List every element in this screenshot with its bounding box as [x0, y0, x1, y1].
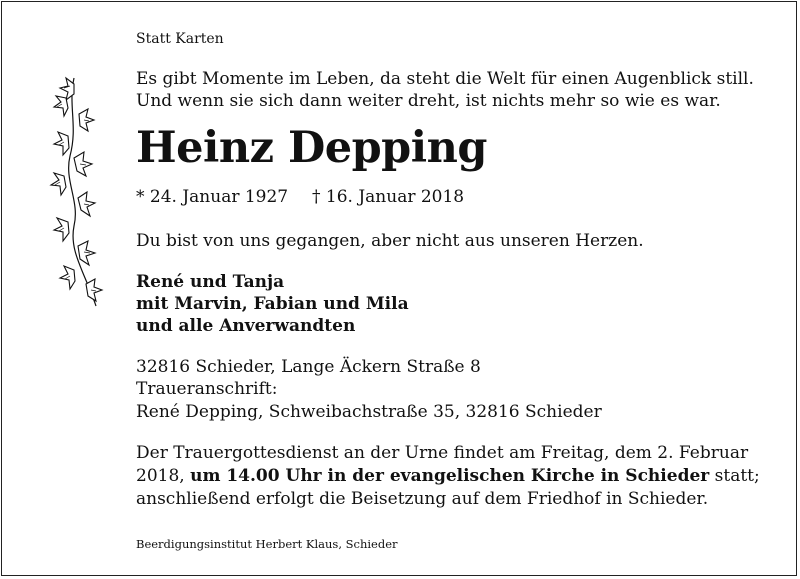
mourner-line-3: und alle Anverwandten: [136, 316, 356, 336]
farewell-text: Du bist von uns gegangen, aber nicht aus unseren Herzen.: [136, 231, 644, 251]
service-line-2: [136, 466, 760, 486]
deceased-name: Heinz Depping: [136, 123, 487, 173]
service-time-place: um 14.00 Uhr in der evangelischen Kirche in Schieder: [190, 466, 710, 486]
undertaker-text: Beerdigungsinstitut Herbert Klaus, Schieder: [136, 537, 398, 551]
mourner-line-2: mit Marvin, Fabian und Mila: [136, 294, 409, 314]
death-date: † 16. Januar 2018: [312, 187, 465, 207]
mourner-line-1: René und Tanja: [136, 272, 285, 292]
address-line-1: 32816 Schieder, Lange Äckern Straße 8: [136, 357, 481, 377]
address-line-2: René Depping, Schweibachstraße 35, 32816 Schieder: [136, 402, 602, 422]
ivy-vine-icon: [34, 76, 104, 308]
service-line-2-pre: 2018,: [136, 466, 191, 486]
service-line-3: anschließend erfolgt die Beisetzung auf dem Friedhof in Schieder.: [136, 489, 709, 509]
service-line-2-post: statt;: [709, 466, 760, 486]
header-text: Statt Karten: [136, 31, 224, 47]
quote-line-1: Es gibt Momente im Leben, da steht die Welt für einen Augenblick still.: [136, 69, 754, 89]
quote-line-2: Und wenn sie sich dann weiter dreht, ist nichts mehr so wie es war.: [136, 91, 721, 111]
birth-date: * 24. Januar 1927: [136, 187, 289, 207]
address-label: Traueranschrift:: [136, 379, 278, 399]
service-line-1: Der Trauergottesdienst an der Urne findet am Freitag, dem 2. Februar: [136, 443, 749, 463]
